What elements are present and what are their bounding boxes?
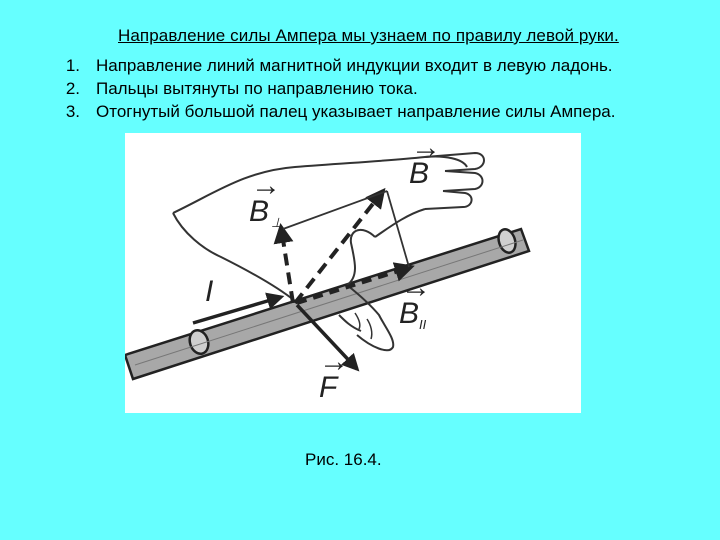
left-hand — [173, 153, 484, 350]
label-b-parallel-arrow: → — [401, 271, 431, 304]
label-b: B — [409, 157, 430, 190]
figure-caption: Рис. 16.4. — [305, 450, 382, 469]
label-force: F — [319, 371, 338, 404]
rule-number: 3. — [65, 102, 80, 121]
label-b-perp-arrow: → — [251, 169, 281, 202]
rule-text: Направление линий магнитной индукции входит в левую ладонь. — [96, 56, 613, 75]
label-b-perp-sub: ⊥ — [271, 215, 283, 230]
rule-number: 2. — [65, 79, 80, 98]
label-force-arrow: → — [319, 345, 349, 378]
left-hand-rule-figure — [125, 133, 581, 413]
b-construction-top — [283, 191, 387, 229]
rule-heading: Направление силы Ампера мы узнаем по правилу левой руки. — [118, 26, 619, 45]
label-b-parallel-sub: II — [419, 317, 427, 332]
rule-number: 1. — [65, 56, 80, 75]
label-current: I — [205, 275, 214, 308]
label-b-arrow: → — [411, 133, 441, 164]
rule-text: Пальцы вытянуты по направлению тока. — [96, 79, 418, 98]
b-construction-right — [387, 191, 409, 267]
left-hand-rule-illustration — [125, 133, 581, 413]
label-b-perp: B — [249, 195, 270, 228]
label-b-parallel: B — [399, 297, 420, 330]
rule-text: Отогнутый большой палец указывает направление силы Ампера. — [96, 102, 616, 121]
